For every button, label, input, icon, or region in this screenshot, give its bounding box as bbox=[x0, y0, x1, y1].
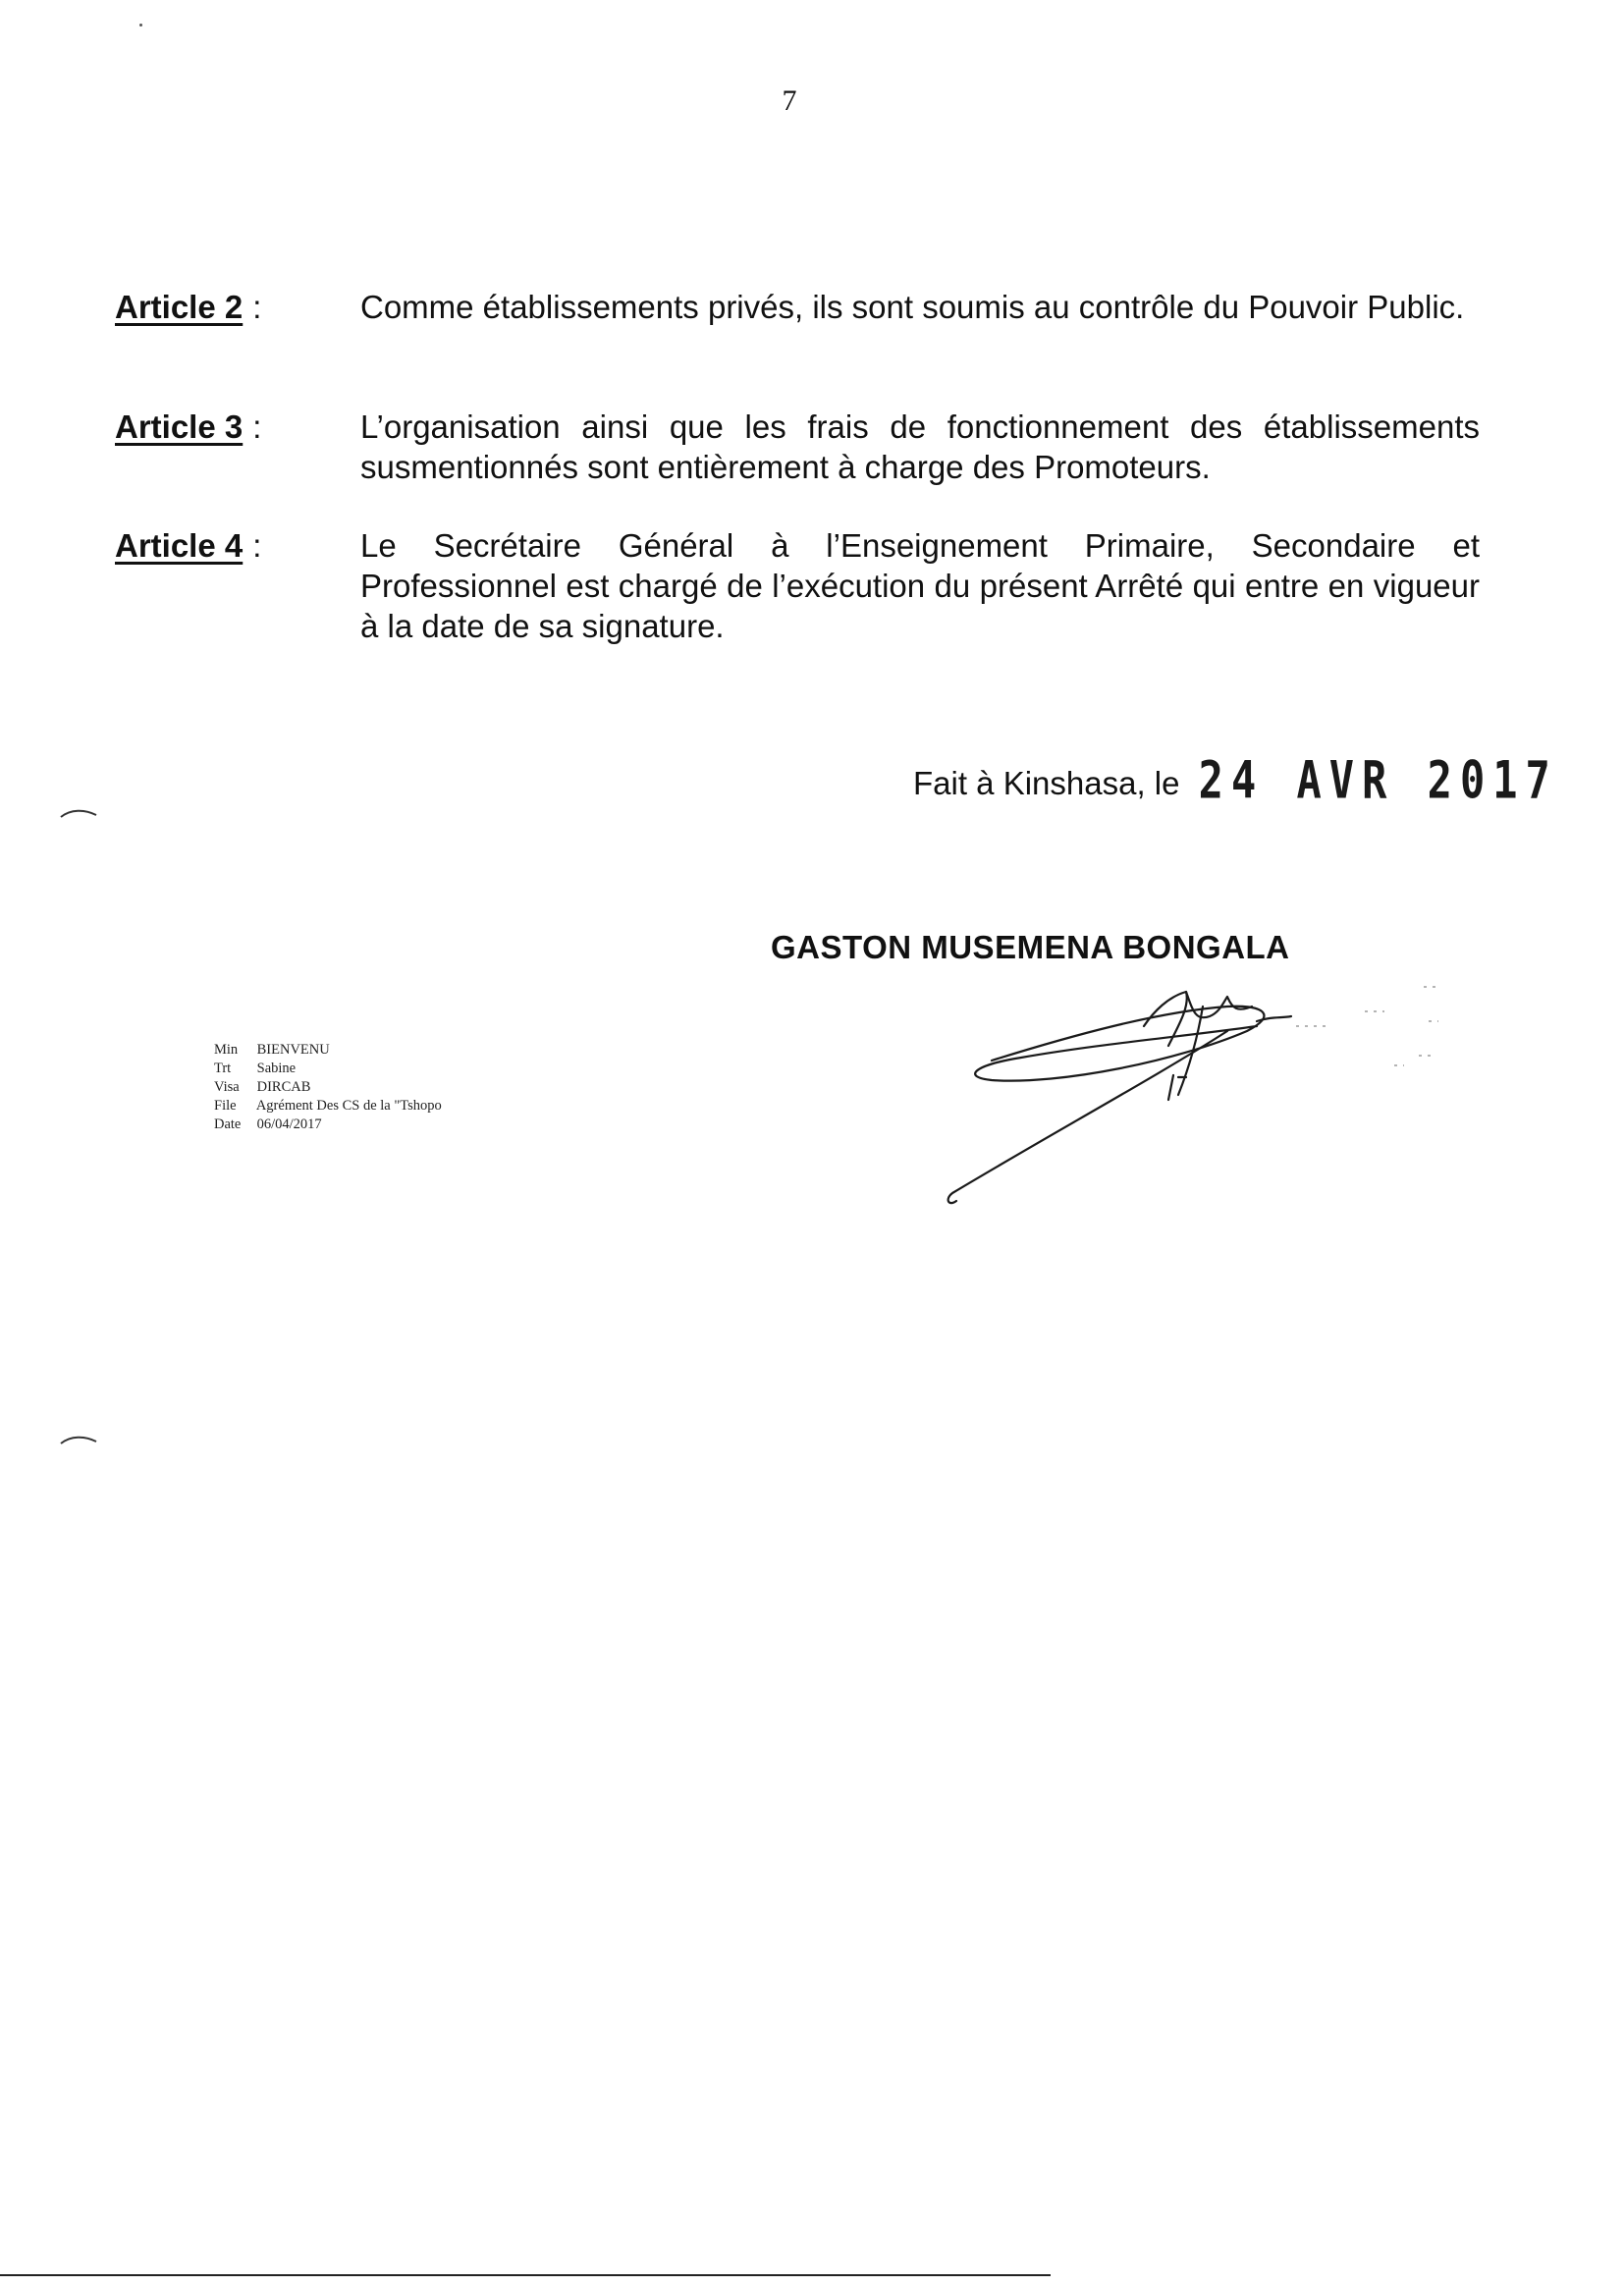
footer-rule bbox=[0, 2274, 1051, 2276]
reference-key: Date bbox=[214, 1116, 242, 1132]
place-prefix: Fait à Kinshasa, le bbox=[913, 765, 1180, 801]
reference-key: Visa bbox=[214, 1079, 240, 1095]
article-2 bbox=[115, 287, 1480, 328]
reference-value: Agrément Des CS de la "Tshopo bbox=[255, 1098, 442, 1114]
reference-value: DIRCAB bbox=[256, 1079, 311, 1095]
reference-value: 06/04/2017 bbox=[256, 1116, 322, 1132]
signatory-name: GASTON MUSEMENA BONGALA bbox=[771, 929, 1290, 965]
reference-row bbox=[214, 1097, 442, 1116]
reference-value: Sabine bbox=[256, 1061, 297, 1076]
article-label bbox=[115, 525, 360, 646]
article-label-colon: : bbox=[252, 289, 262, 325]
scan-speck bbox=[139, 24, 142, 27]
reference-row bbox=[214, 1078, 442, 1097]
article-label-text: Article 3 bbox=[115, 408, 244, 445]
article-label-colon: : bbox=[252, 527, 262, 564]
reference-row bbox=[214, 1116, 442, 1134]
page-number: 7 bbox=[782, 84, 797, 117]
date-stamp: 24 AVR 2017 bbox=[1198, 749, 1558, 811]
place-and-date bbox=[913, 749, 1558, 811]
reference-key: Min bbox=[214, 1042, 239, 1058]
article-text: Le Secrétaire Général à l’Enseignement Primaire, Secondaire et Professionnel est chargé de l’exécution du présent Arrêté qui entre en vigueur à la date de sa signature. bbox=[360, 527, 1480, 644]
punch-hole-mark bbox=[59, 1434, 98, 1445]
article-label-text: Article 4 bbox=[115, 527, 244, 564]
reference-value: BIENVENU bbox=[256, 1042, 330, 1058]
article-label-text: Article 2 bbox=[115, 289, 244, 325]
article-4 bbox=[115, 525, 1480, 646]
handwritten-signature bbox=[933, 967, 1483, 1223]
reference-key: Trt bbox=[214, 1061, 232, 1076]
article-text: Comme établissements privés, ils sont soumis au contrôle du Pouvoir Public. bbox=[360, 289, 1465, 325]
article-label bbox=[115, 287, 360, 328]
article-label bbox=[115, 407, 360, 487]
reference-key: File bbox=[214, 1098, 237, 1114]
article-label-colon: : bbox=[252, 408, 262, 445]
reference-row bbox=[214, 1041, 442, 1060]
punch-hole-mark bbox=[59, 807, 98, 819]
reference-row bbox=[214, 1060, 442, 1078]
article-3 bbox=[115, 407, 1480, 487]
article-text: L’organisation ainsi que les frais de fonctionnement des établissements susmentionnés sont entièrement à charge des Promoteurs. bbox=[360, 408, 1480, 485]
document-reference-block bbox=[214, 1041, 442, 1134]
